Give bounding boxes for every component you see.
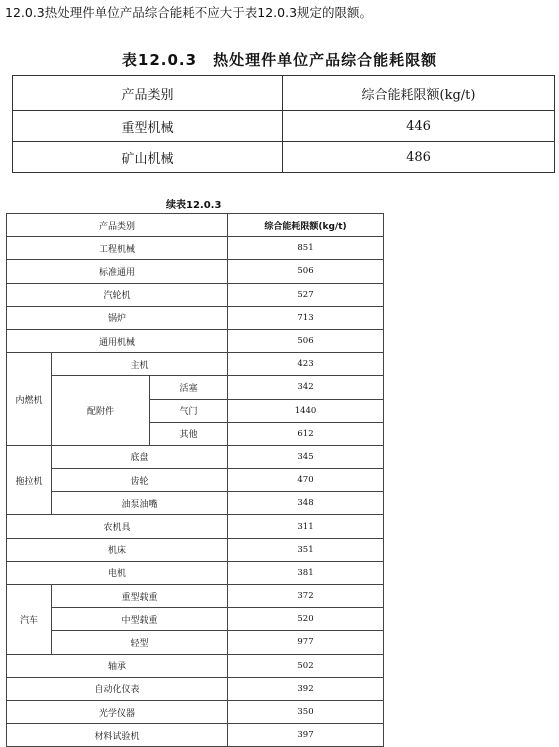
table-row <box>7 306 384 329</box>
table-row <box>7 700 384 723</box>
header-category: 产品类别 <box>7 214 228 237</box>
row-category: 中型载重 <box>52 608 228 631</box>
row-category: 重型机械 <box>13 111 283 142</box>
table-row <box>7 376 384 399</box>
row-category: 轴承 <box>7 654 228 677</box>
table-row <box>7 329 384 352</box>
row-value: 446 <box>283 111 555 142</box>
table-header-row <box>13 76 555 111</box>
row-category: 材料试验机 <box>7 724 228 747</box>
row-value: 486 <box>283 142 555 173</box>
row-value: 351 <box>228 538 384 561</box>
table-row <box>7 724 384 747</box>
header-limit: 综合能耗限额(kg/t) <box>228 214 384 237</box>
table-row <box>7 353 384 376</box>
row-value: 977 <box>228 631 384 654</box>
row-category: 自动化仪表 <box>7 677 228 700</box>
energy-limit-table <box>12 75 555 173</box>
table-row <box>7 538 384 561</box>
row-category: 农机具 <box>7 515 228 538</box>
row-value: 372 <box>228 585 384 608</box>
row-category: 光学仪器 <box>7 700 228 723</box>
table1-title: 表12.0.3 热处理件单位产品综合能耗限额 <box>121 51 438 69</box>
row-category: 油泵油嘴 <box>52 492 228 515</box>
table-row <box>7 515 384 538</box>
row-category: 标准通用 <box>7 260 228 283</box>
row-value: 527 <box>228 283 384 306</box>
table-row <box>13 142 555 173</box>
row-category: 其他 <box>150 422 228 445</box>
table-row <box>7 260 384 283</box>
row-value: 381 <box>228 561 384 584</box>
row-value: 342 <box>228 376 384 399</box>
table-row <box>7 585 384 608</box>
row-value: 397 <box>228 724 384 747</box>
continued-energy-limit-table <box>6 213 384 747</box>
engine-group-label: 内燃机 <box>7 353 52 446</box>
table-row <box>7 608 384 631</box>
table-row <box>7 445 384 468</box>
row-category: 矿山机械 <box>13 142 283 173</box>
row-category: 气门 <box>150 399 228 422</box>
table-row <box>7 561 384 584</box>
table-row <box>7 469 384 492</box>
row-value: 345 <box>228 445 384 468</box>
row-category: 主机 <box>52 353 228 376</box>
table-row <box>7 677 384 700</box>
row-category: 活塞 <box>150 376 228 399</box>
header-limit: 综合能耗限额(kg/t) <box>283 76 555 111</box>
row-value: 1440 <box>228 399 384 422</box>
row-category: 机床 <box>7 538 228 561</box>
row-category: 轻型 <box>52 631 228 654</box>
row-value: 311 <box>228 515 384 538</box>
row-value: 423 <box>228 353 384 376</box>
table-row <box>7 631 384 654</box>
row-value: 851 <box>228 237 384 260</box>
row-value: 348 <box>228 492 384 515</box>
row-category: 汽轮机 <box>7 283 228 306</box>
row-value: 392 <box>228 677 384 700</box>
row-category: 通用机械 <box>7 329 228 352</box>
table-row <box>7 654 384 677</box>
row-value: 502 <box>228 654 384 677</box>
row-category: 重型载重 <box>52 585 228 608</box>
row-category: 电机 <box>7 561 228 584</box>
row-category: 齿轮 <box>52 469 228 492</box>
row-value: 520 <box>228 608 384 631</box>
table-row <box>7 237 384 260</box>
row-value: 612 <box>228 422 384 445</box>
table-row <box>7 283 384 306</box>
row-category: 底盘 <box>52 445 228 468</box>
table2-title: 续表12.0.3 <box>166 200 222 211</box>
accessories-group-label: 配附件 <box>52 376 150 446</box>
row-value: 350 <box>228 700 384 723</box>
table-header-row <box>7 214 384 237</box>
tractor-group-label: 拖拉机 <box>7 445 52 515</box>
row-category: 工程机械 <box>7 237 228 260</box>
table-row <box>7 492 384 515</box>
row-value: 470 <box>228 469 384 492</box>
row-category: 锅炉 <box>7 306 228 329</box>
row-value: 506 <box>228 260 384 283</box>
auto-group-label: 汽车 <box>7 585 52 655</box>
row-value: 506 <box>228 329 384 352</box>
row-value: 713 <box>228 306 384 329</box>
table-row <box>13 111 555 142</box>
header-category: 产品类别 <box>13 76 283 111</box>
intro-paragraph: 12.0.3热处理件单位产品综合能耗不应大于表12.0.3规定的限额。 <box>5 5 373 20</box>
